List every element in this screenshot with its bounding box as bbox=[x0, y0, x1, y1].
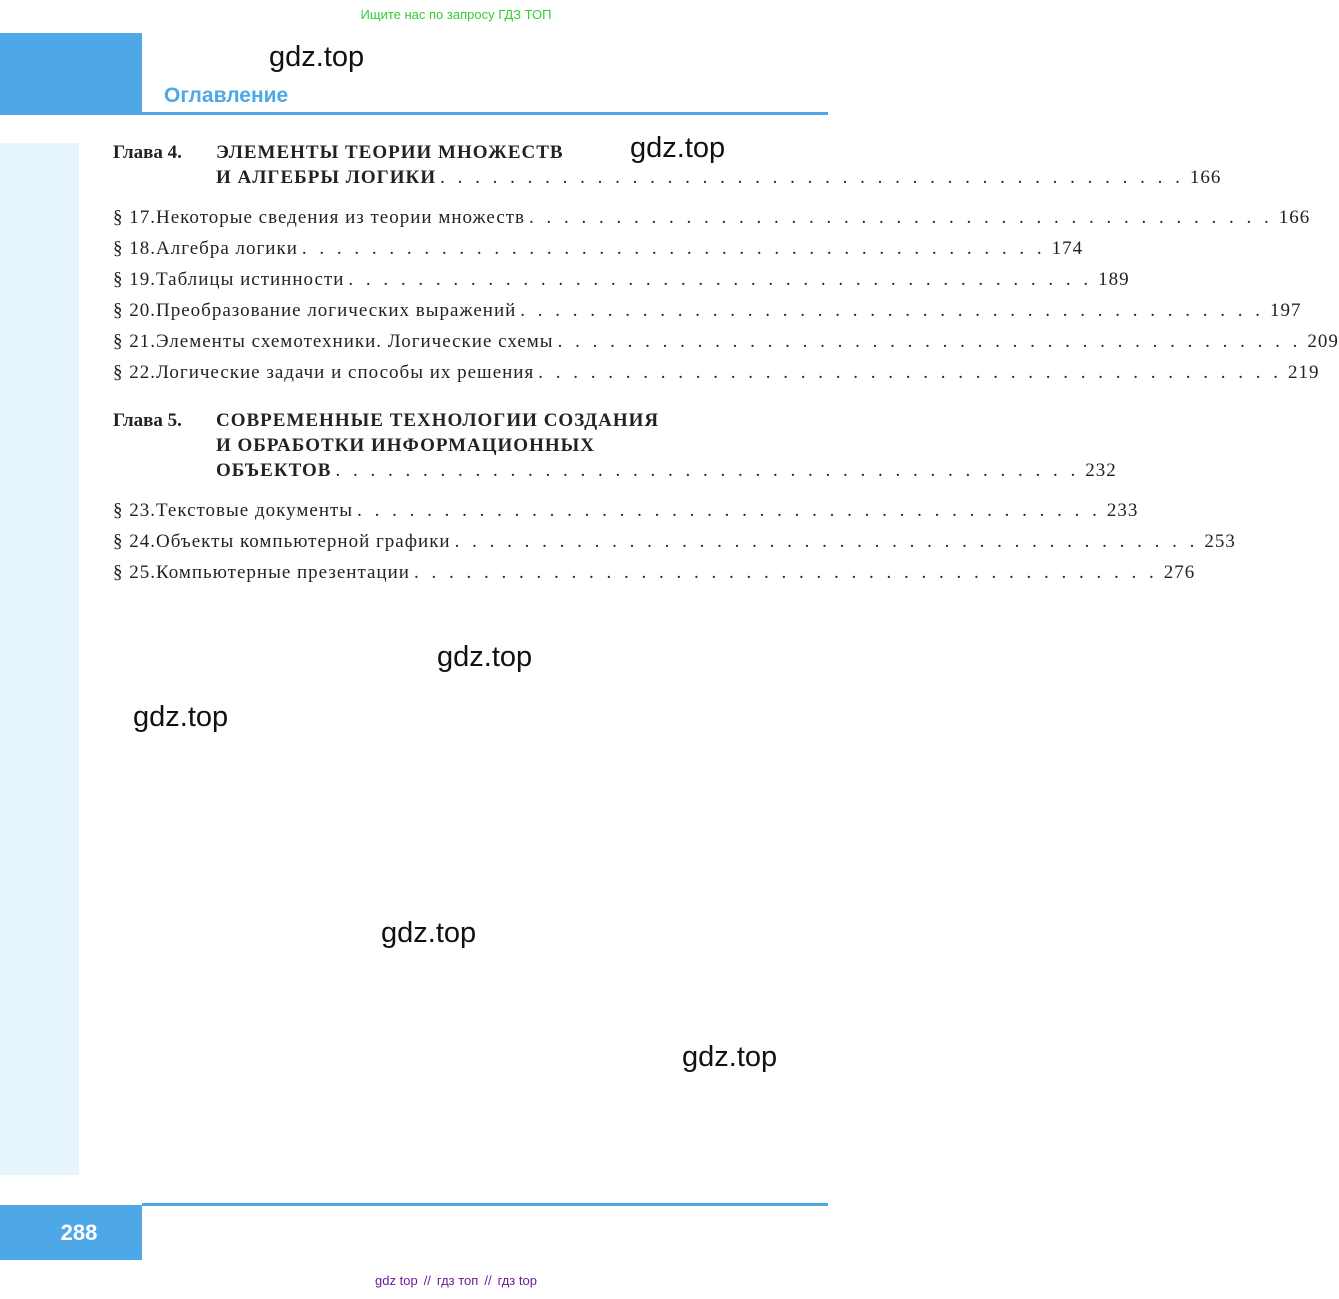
chapter-title-line-2 bbox=[216, 165, 1222, 190]
toc-item bbox=[113, 526, 1236, 557]
page-ref: 276 bbox=[1163, 562, 1196, 583]
item-number: § 18. bbox=[113, 238, 156, 259]
item-number: § 24. bbox=[113, 531, 156, 552]
left-margin-strip bbox=[0, 143, 79, 1175]
page-ref: 233 bbox=[1106, 500, 1139, 521]
item-number: § 21. bbox=[113, 331, 156, 352]
chapter-title-text: ОБЪЕКТОВ bbox=[216, 460, 332, 481]
page-number: 288 bbox=[60, 1220, 98, 1245]
item-title: Объекты компьютерной графики bbox=[156, 531, 451, 552]
leader-dots: . . . . . . . . . . . . . . . . . . . . . . . . . . . . . . . . . . . . . . . . . . . bbox=[413, 562, 1158, 583]
chapter-label: Глава 4. bbox=[113, 142, 182, 163]
chapter-title-line-3 bbox=[216, 458, 1117, 483]
page-ref: 189 bbox=[1098, 269, 1130, 290]
leader-dots: . . . . . . . . . . . . . . . . . . . . . . . . . . . . . . . . . . . . . . . . . . . bbox=[454, 531, 1199, 552]
toc-item bbox=[113, 357, 1320, 388]
page-ref: 219 bbox=[1287, 362, 1320, 383]
header-color-block bbox=[0, 33, 142, 115]
chapter-title-text: И АЛГЕБРЫ ЛОГИКИ bbox=[216, 167, 437, 188]
leader-dots: . . . . . . . . . . . . . . . . . . . . . . . . . . . . . . . . . . . . . . . . . . . bbox=[529, 207, 1273, 228]
toc-item bbox=[113, 495, 1139, 526]
page-ref: 232 bbox=[1085, 460, 1117, 481]
toc-item bbox=[113, 295, 1302, 326]
toc-chapter-4-items bbox=[113, 202, 1339, 388]
page-ref: 253 bbox=[1204, 531, 1236, 552]
leader-dots: . . . . . . . . . . . . . . . . . . . . . . . . . . . . . . . . . . . . . . . . . . . bbox=[348, 269, 1093, 290]
item-number: § 19. bbox=[113, 269, 156, 290]
page-ref: 166 bbox=[1278, 207, 1311, 228]
footer-link[interactable]: гдз top bbox=[497, 1273, 537, 1288]
item-title: Элементы схемотехники. Логические схемы bbox=[156, 331, 554, 352]
watermark: gdz.top bbox=[381, 917, 477, 949]
item-number: § 17. bbox=[113, 207, 156, 228]
watermark: gdz.top bbox=[269, 41, 365, 73]
watermark: gdz.top bbox=[630, 132, 726, 164]
item-number: § 22. bbox=[113, 362, 156, 383]
chapter-title-line-1: СОВРЕМЕННЫЕ ТЕХНОЛОГИИ СОЗДАНИЯ bbox=[216, 410, 660, 431]
leader-dots: . . . . . . . . . . . . . . . . . . . . . . . . . . . . . . . . . . . . . . . . . . . bbox=[335, 460, 1080, 481]
item-title: Текстовые документы bbox=[156, 500, 354, 521]
watermark: gdz.top bbox=[437, 641, 533, 673]
link-separator: // bbox=[423, 1273, 431, 1288]
footer-links bbox=[0, 1273, 912, 1288]
item-title: Таблицы истинности bbox=[156, 269, 345, 290]
toc-item bbox=[113, 557, 1196, 588]
footer-rule bbox=[142, 1203, 828, 1206]
page-ref: 166 bbox=[1189, 167, 1222, 188]
page-title: Оглавление bbox=[164, 84, 289, 107]
item-title: Некоторые сведения из теории множеств bbox=[156, 207, 526, 228]
chapter-heading bbox=[113, 408, 1117, 483]
leader-dots: . . . . . . . . . . . . . . . . . . . . . . . . . . . . . . . . . . . . . . . . . . . bbox=[357, 500, 1101, 521]
link-separator: // bbox=[484, 1273, 492, 1288]
item-title: Преобразование логических выражений bbox=[156, 300, 517, 321]
leader-dots: . . . . . . . . . . . . . . . . . . . . . . . . . . . . . . . . . . . . . . . . . . . bbox=[538, 362, 1282, 383]
item-number: § 23. bbox=[113, 500, 156, 521]
item-title: Компьютерные презентации bbox=[156, 562, 410, 583]
toc-chapter-5-items bbox=[113, 495, 1236, 588]
page-ref: 197 bbox=[1270, 300, 1302, 321]
page-ref: 209 bbox=[1307, 331, 1339, 352]
header-rule bbox=[142, 112, 828, 115]
leader-dots: . . . . . . . . . . . . . . . . . . . . . . . . . . . . . . . . . . . . . . . . . . . bbox=[301, 238, 1046, 259]
toc-chapter-5 bbox=[113, 408, 1117, 483]
item-number: § 20. bbox=[113, 300, 156, 321]
item-title: Логические задачи и способы их решения bbox=[156, 362, 535, 383]
chapter-label: Глава 5. bbox=[113, 410, 182, 431]
item-number: § 25. bbox=[113, 562, 156, 583]
toc-item bbox=[113, 264, 1130, 295]
chapter-title-line-2: И ОБРАБОТКИ ИНФОРМАЦИОННЫХ bbox=[216, 435, 596, 456]
footer-link[interactable]: гдз топ bbox=[436, 1273, 479, 1288]
footer-link[interactable]: gdz top bbox=[375, 1273, 418, 1288]
watermark: gdz.top bbox=[682, 1041, 778, 1073]
promo-banner[interactable]: Ищите нас по запросу ГДЗ ТОП bbox=[360, 7, 552, 22]
toc-item bbox=[113, 326, 1339, 357]
page-ref: 174 bbox=[1051, 238, 1084, 259]
item-title: Алгебра логики bbox=[156, 238, 298, 259]
leader-dots: . . . . . . . . . . . . . . . . . . . . . . . . . . . . . . . . . . . . . . . . . . . bbox=[557, 331, 1302, 352]
leader-dots: . . . . . . . . . . . . . . . . . . . . . . . . . . . . . . . . . . . . . . . . . . . bbox=[520, 300, 1265, 321]
leader-dots: . . . . . . . . . . . . . . . . . . . . . . . . . . . . . . . . . . . . . . . . . . . bbox=[440, 167, 1184, 188]
chapter-title-line-1: ЭЛЕМЕНТЫ ТЕОРИИ МНОЖЕСТВ bbox=[216, 142, 564, 163]
toc-item bbox=[113, 233, 1084, 264]
toc-item bbox=[113, 202, 1311, 233]
watermark: gdz.top bbox=[133, 701, 229, 733]
